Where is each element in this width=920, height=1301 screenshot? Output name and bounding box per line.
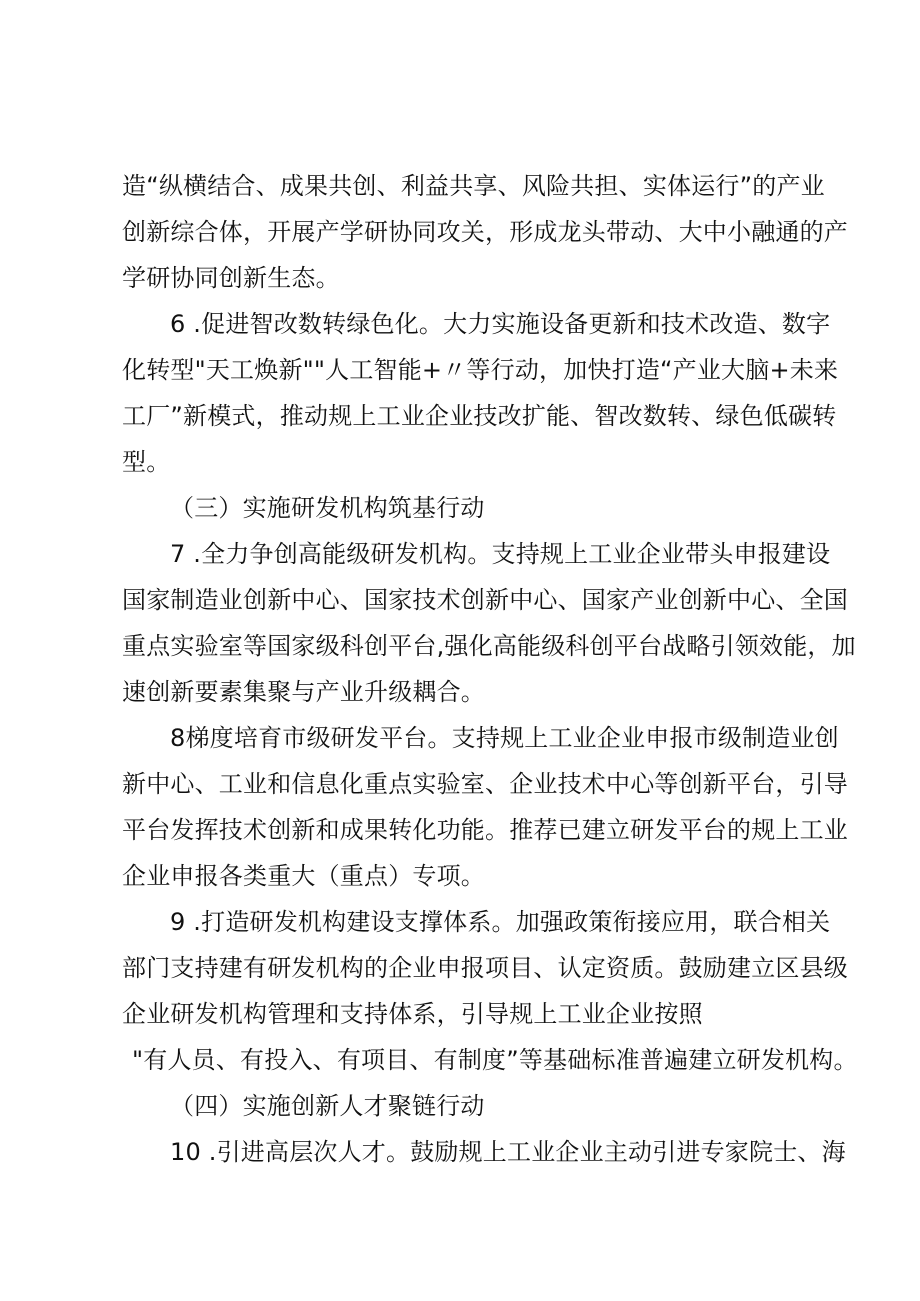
paragraph-start-7: 7 .全力争创高能级研发机构。支持规上工业企业带头申报建设 [170,540,831,568]
paragraph-start-10: 10 .引进高层次人才。鼓励规上工业企业主动引进专家院士、海 [170,1138,846,1166]
text-line: 企业研发机构管理和支持体系，引导规上工业企业按照 [122,1000,703,1028]
text-line: 国家制造业创新中心、国家技术创新中心、国家产业创新中心、全国 [122,586,848,614]
text-line: "有人员、有投入、有项目、有制度”等基础标准普遍建立研发机构。 [132,1046,858,1074]
text-line: 型。 [122,448,171,476]
text-line: 造“纵横结合、成果共创、利益共享、风险共担、实体运行”的产业 [122,172,825,200]
text-line: 化转型"天工焕新""人工智能+〃等行动，加快打造“产业大脑+未来 [122,356,839,384]
text-line: 部门支持建有研发机构的企业申报项目、认定资质。鼓励建立区县级 [122,954,848,982]
paragraph-start-9: 9 .打造研发机构建设支撑体系。加强政策衔接应用，联合相关 [170,908,831,936]
text-line: 重点实验室等国家级科创平台,强化高能级科创平台战略引领效能，加 [122,632,856,660]
text-line: 新中心、工业和信息化重点实验室、企业技术中心等创新平台，引导 [122,770,848,798]
section-heading-4: （四）实施创新人才聚链行动 [170,1092,485,1120]
text-line: 创新综合体，开展产学研协同攻关，形成龙头带动、大中小融通的产 [122,218,848,246]
section-heading-3: （三）实施研发机构筑基行动 [170,494,485,522]
paragraph-start-6: 6 .促进智改数转绿色化。大力实施设备更新和技术改造、数字 [170,310,831,338]
text-line: 工厂”新模式，推动规上工业企业技改扩能、智改数转、绿色低碳转 [122,402,837,430]
text-line: 速创新要素集聚与产业升级耦合。 [122,678,485,706]
text-line: 企业申报各类重大（重点）专项。 [122,862,485,890]
text-line: 学研协同创新生态。 [122,264,340,292]
text-line: 平台发挥技术创新和成果转化功能。推荐已建立研发平台的规上工业 [122,816,848,844]
paragraph-start-8: 8梯度培育市级研发平台。支持规上工业企业申报市级制造业创 [170,724,839,752]
